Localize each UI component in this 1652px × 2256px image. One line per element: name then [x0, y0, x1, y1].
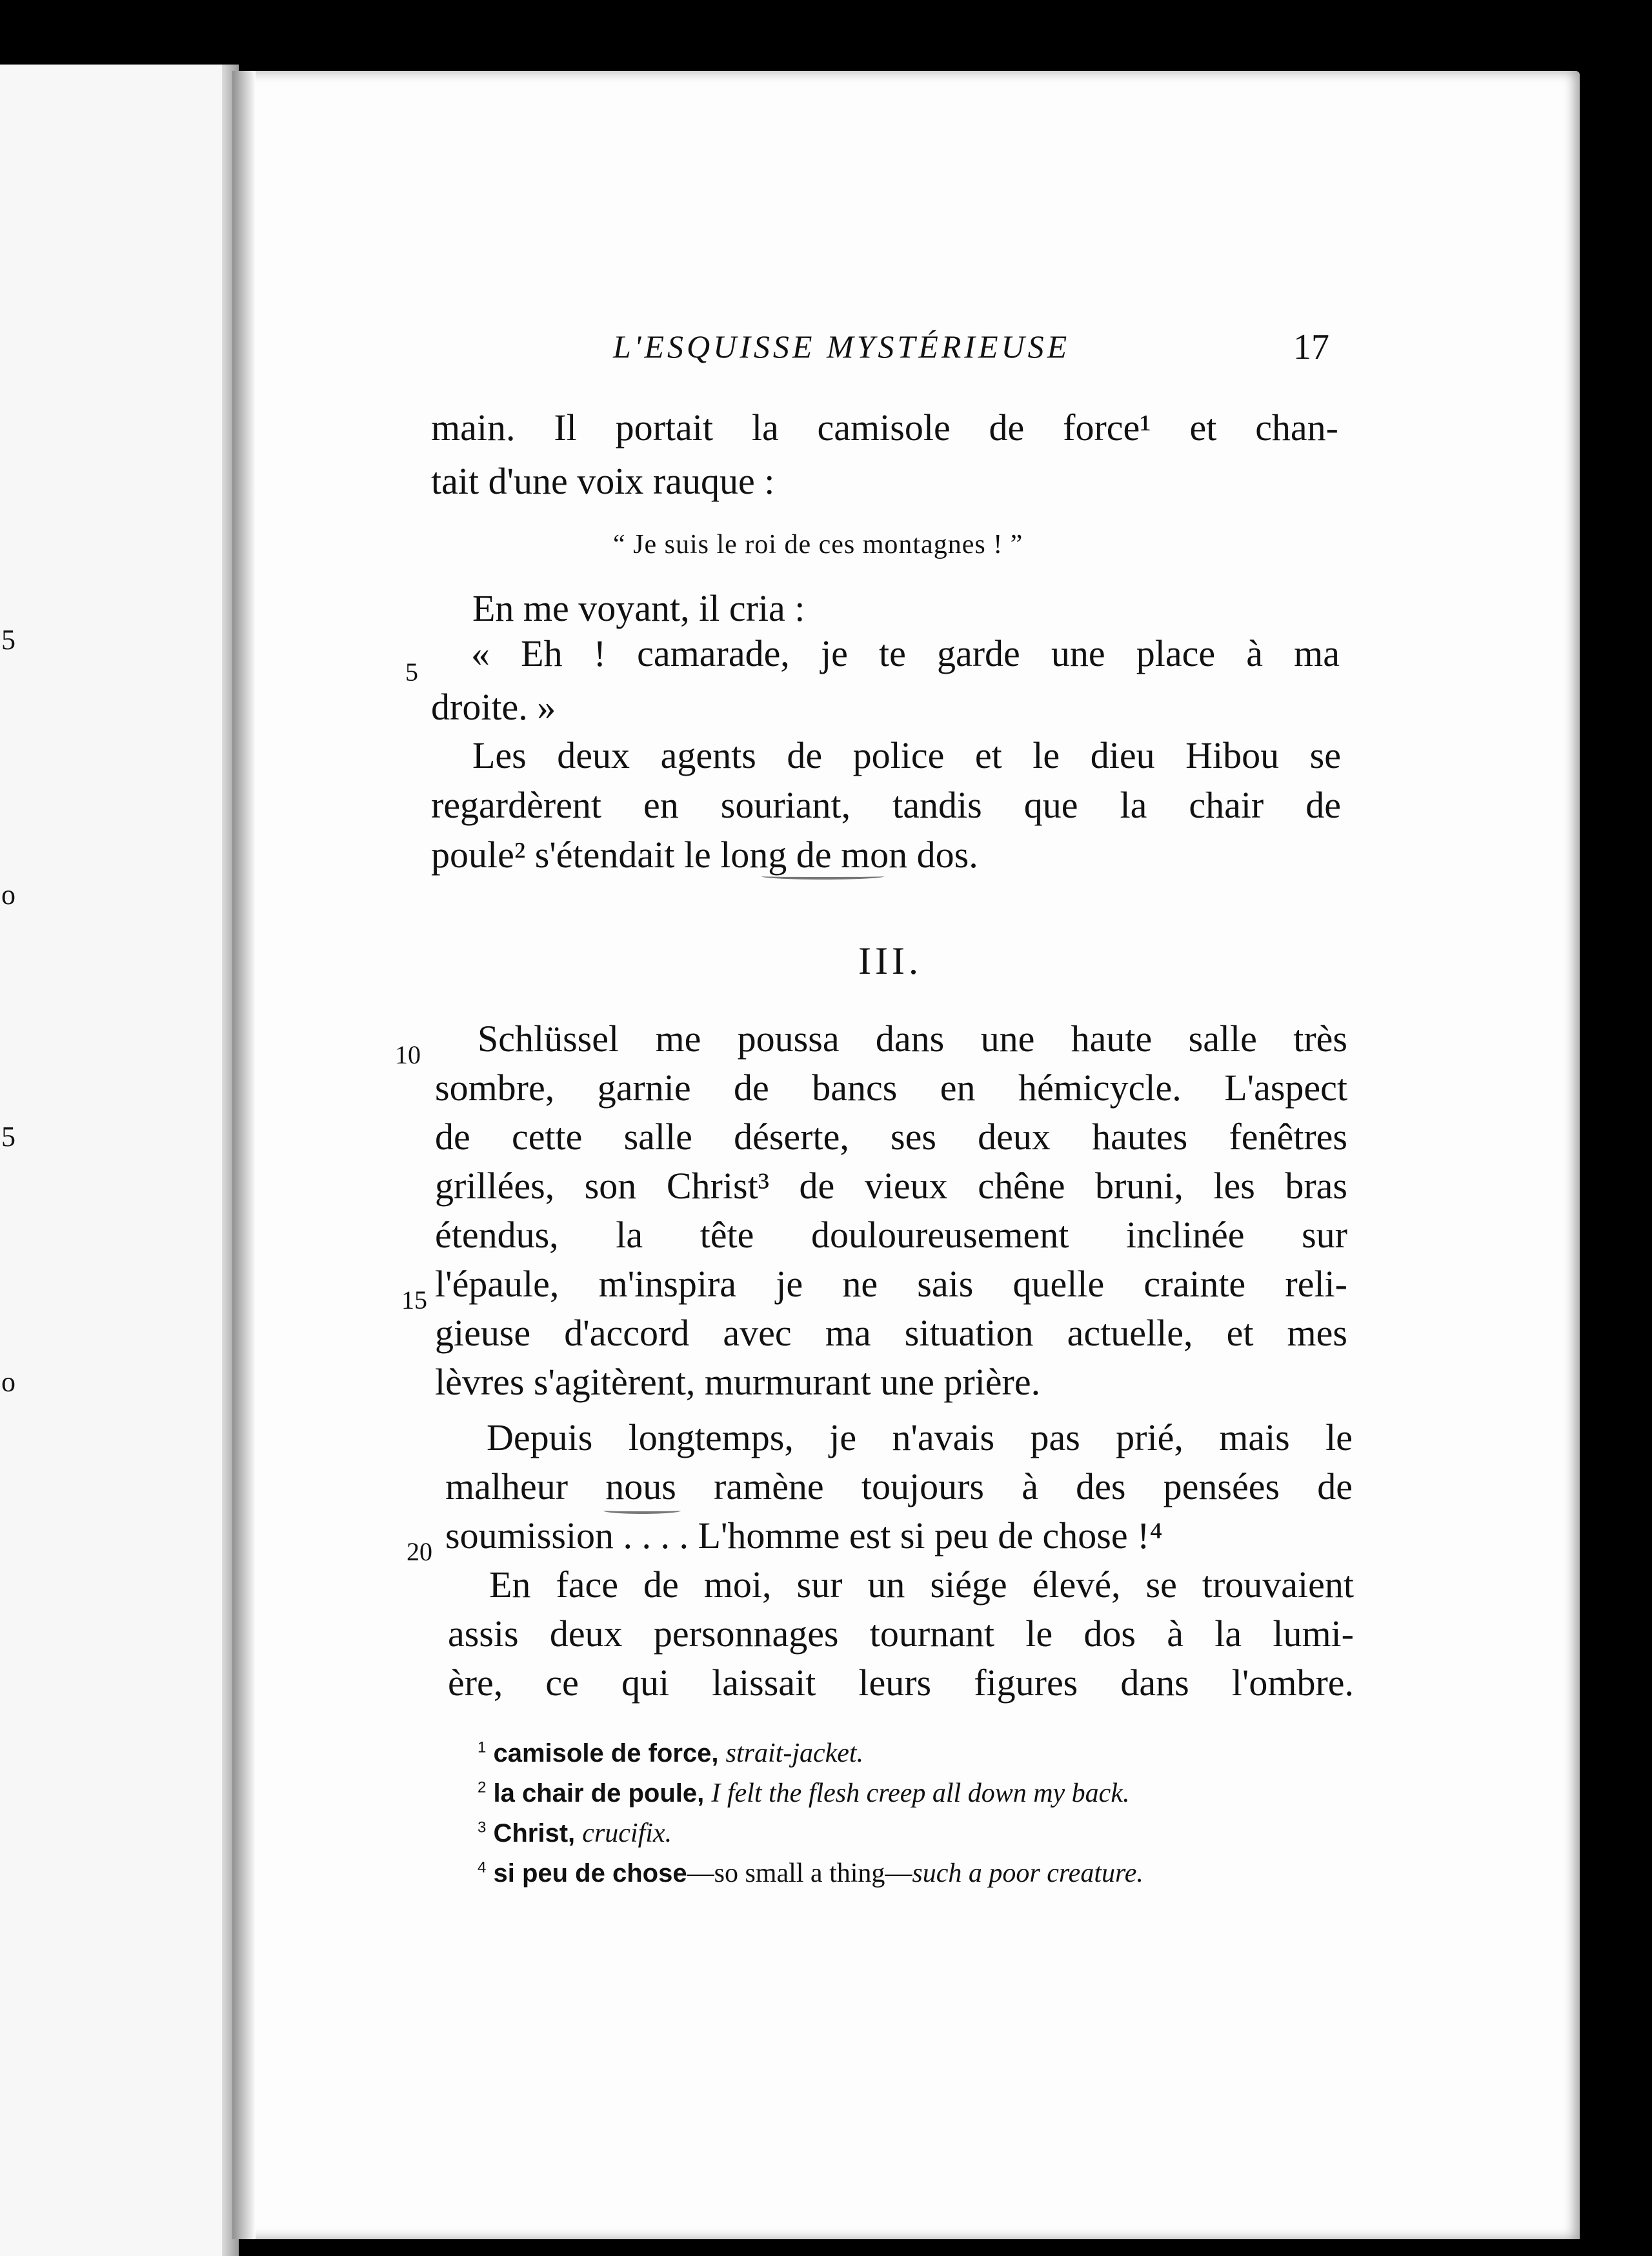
page-number: 17: [1293, 327, 1329, 367]
line-number: 20: [407, 1537, 432, 1566]
text-line: En face de moi, sur un siége élevé, se trouvaient: [489, 1564, 1354, 1606]
section-heading: III.: [858, 940, 922, 982]
footnote-gloss: crucifix.: [582, 1818, 672, 1848]
text-line: soumission . . . . L'homme est si peu de chose !⁴: [445, 1515, 1163, 1556]
text-line: « Eh ! camarade, je te garde une place à ma: [471, 632, 1340, 674]
text-line: Depuis longtemps, je n'avais pas prié, mais le: [487, 1416, 1353, 1458]
left-line-number: 5: [1, 624, 15, 656]
text-line: grillées, son Christ³ de vieux chêne bruni, les bras: [435, 1165, 1347, 1207]
text-line: En me voyant, il cria :: [472, 587, 805, 629]
footnote-gloss: strait-jacket.: [725, 1738, 864, 1768]
text-line: gieuse d'accord avec ma situation actuelle, et mes: [435, 1312, 1347, 1354]
text-line: droite. »: [431, 686, 556, 728]
footnote-term: camisole de force,: [493, 1739, 719, 1768]
text-line: tait d'une voix rauque :: [431, 460, 775, 502]
line-number: 15: [401, 1285, 427, 1314]
text-line: de cette salle déserte, ses deux hautes fenêtres: [435, 1116, 1347, 1158]
footnote-number: 4: [478, 1858, 487, 1877]
text-line: lèvres s'agitèrent, murmurant une prière.: [435, 1361, 1041, 1403]
footnote-gloss: I felt the flesh creep all down my back.: [711, 1778, 1130, 1808]
song-quote: “ Je suis le roi de ces montagnes ! ”: [613, 530, 1023, 559]
text-line: étendus, la tête douloureusement inclinée sur: [435, 1214, 1347, 1256]
footnote-gloss: such a poor creature.: [912, 1858, 1143, 1888]
footnote-term: si peu de chose: [493, 1859, 687, 1888]
line-number: 10: [395, 1040, 421, 1069]
text-line: malheur nous ramène toujours à des pensées de: [445, 1465, 1353, 1507]
footnote: [478, 1820, 672, 1847]
left-line-number: o: [1, 1366, 15, 1398]
footnote-number: 2: [478, 1778, 487, 1797]
text-line: Schlüssel me poussa dans une haute salle très: [478, 1018, 1347, 1060]
footnote-number: 1: [478, 1738, 487, 1757]
line-number: 5: [405, 658, 418, 687]
running-head: L'ESQUISSE MYSTÉRIEUSE: [613, 328, 1071, 365]
footnote-plain: —so small a thing—: [687, 1858, 912, 1888]
text-line: sombre, garnie de bancs en hémicycle. L'aspect: [435, 1067, 1347, 1109]
text-line: poule² s'étendait le long de mon dos.: [431, 834, 978, 876]
footnote: [478, 1860, 1143, 1887]
text-line: ère, ce qui laissait leurs figures dans l'ombre.: [448, 1662, 1354, 1704]
text-line: main. Il portait la camisole de force¹ et chan-: [431, 407, 1338, 448]
left-line-number: 5: [1, 1121, 15, 1153]
footnote: [478, 1740, 863, 1767]
text-line: regardèrent en souriant, tandis que la chair de: [431, 784, 1341, 826]
footnote-term: la chair de poule,: [493, 1779, 705, 1808]
previous-page-strip: [0, 65, 239, 2256]
text-line: l'épaule, m'inspira je ne sais quelle crainte reli-: [435, 1263, 1347, 1305]
footnote: [478, 1780, 1129, 1807]
footnote-term: Christ,: [493, 1819, 576, 1848]
footnote-number: 3: [478, 1818, 487, 1837]
text-line: Les deux agents de police et le dieu Hibou se: [472, 734, 1341, 776]
pencil-underline: [761, 873, 884, 880]
text-line: assis deux personnages tournant le dos à la lumi-: [448, 1613, 1354, 1655]
page-binding-edge: [232, 71, 256, 2239]
left-line-number: o: [1, 879, 15, 911]
